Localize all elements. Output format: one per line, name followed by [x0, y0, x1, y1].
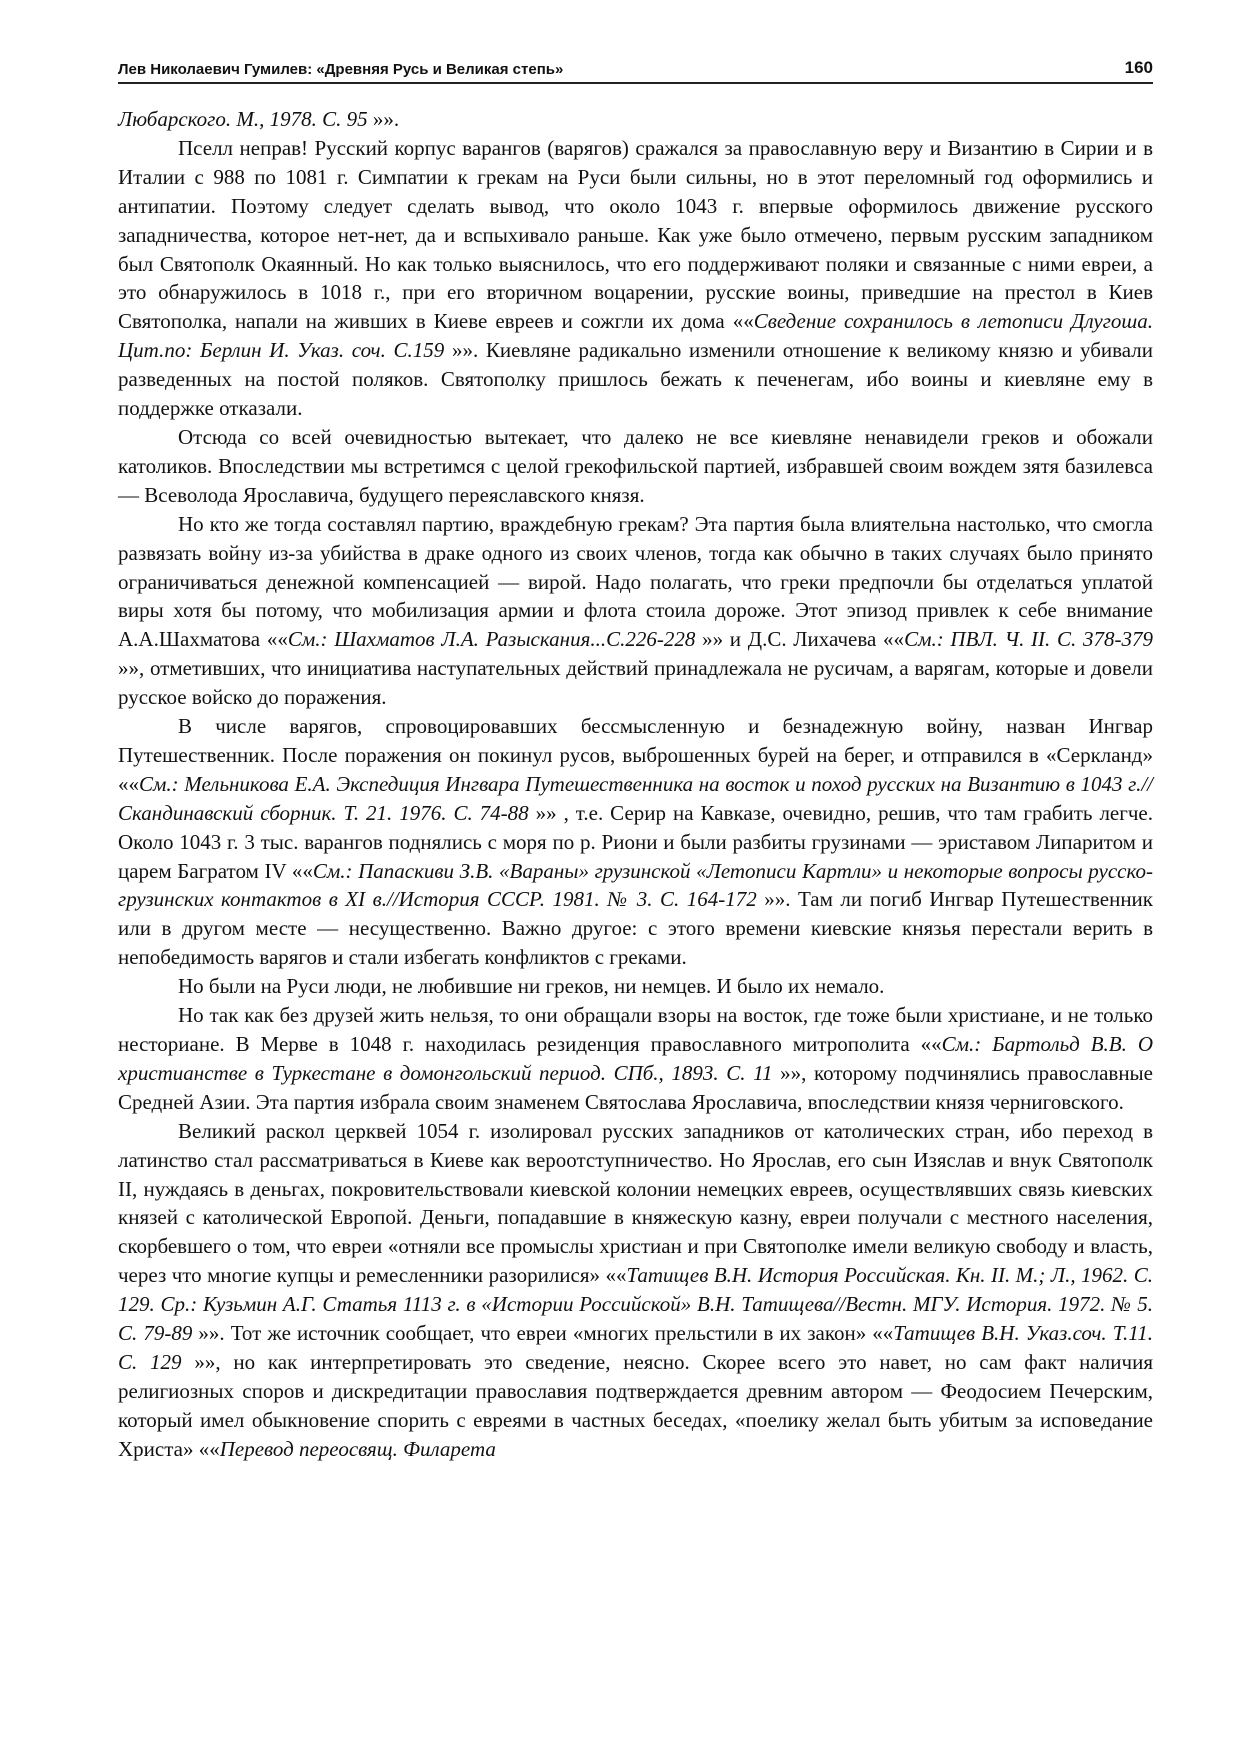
paragraph	[118, 423, 1153, 510]
paragraph-text: »». Тот же источник сообщает, что евреи «многих прельстили в их закон» ««	[198, 1321, 894, 1346]
paragraph	[118, 105, 1153, 134]
paragraph-text: Но кто же тогда составлял партию, враждебную грекам? Эта партия была влиятельна настолько, что смогла развязать войну из-за убийства в драке одного из своих членов, тогда как обычно в таких случаях было принято ограничиваться денежной компенсацией — вирой. Надо полагать, что греки предпочли бы отделаться уплатой виры хотя бы потому, что мобилизация армии и флота стоила дороже. Этот эпизод привлек к себе внимание А.А.Шахматова ««	[118, 511, 1153, 652]
document-body	[118, 105, 1153, 1464]
paragraph	[118, 1117, 1153, 1464]
paragraph-text: Но были на Руси люди, не любившие ни греков, ни немцев. И было их немало.	[178, 974, 885, 999]
paragraph-text: »» , т.е. Серир на Кавказе, очевидно, решив, что там грабить легче. Около 1043 г. 3 тыс. варангов поднялись с моря по р. Риони и были разбиты грузинами — эриставом Липаритом и царем Багратом IV ««	[118, 800, 1153, 883]
paragraph-text: »».	[372, 107, 400, 131]
paragraph-text: Великий раскол церквей 1054 г. изолировал русских западников от католических стран, ибо переход в латинство стал рассматриваться в Киеве как вероотступничество. Но Ярослав, его сын Изяслав и внук Святополк II, нуждаясь в деньгах, покровительствовали киевской колонии немецких евреев, осуществлявших связь киевских князей с католической Европой. Деньги, попадавшие в княжескую казну, евреи получали с местного населения, скорбевшего о том, что евреи «отняли все промыслы христиан и при Святополке имели великую свободу и власть, через что многие купцы и ремесленники разорилися» ««	[118, 1118, 1153, 1288]
paragraph-text: Пселл неправ! Русский корпус варангов (варягов) сражался за православную веру и Византию в Сирии и в Италии с 988 по 1081 г. Симпатии к грекам на Руси были сильны, но в этот переломный год оформились и антипатии. Поэтому следует сделать вывод, что около 1043 г. впервые оформилось движение русского западничества, которое нет-нет, да и вспыхивало раньше. Как уже было отмечено, первым русским западником был Святополк Окаянный. Но как только выяснилось, что его поддерживают поляки и связанные с ними евреи, а это обнаружилось в 1018 г., при его вторичном воцарении, русские воины, приведшие на престол в Киев Святополка, напали на живших в Киеве евреев и сожгли их дома ««	[118, 135, 1153, 334]
page-number: 160	[1124, 58, 1153, 77]
citation-text: Татищев В.Н. Указ.соч. Т.11. С. 129	[118, 1321, 1153, 1374]
citation-text: Любарского. М., 1978. С. 95	[118, 107, 373, 131]
citation-text: См.: Мельникова Е.А. Экспедиция Ингвара Путешественника на восток и поход русских на Византию в 1043 г.//Скандинавский сборник. Т. 21. 1976. С. 74-88	[118, 771, 1153, 825]
citation-text: См.: Шахматов Л.А. Разыскания...С.226-228	[287, 627, 703, 652]
paragraph	[118, 1001, 1153, 1117]
paragraph	[118, 972, 1153, 1001]
citation-text: Сведение сохранилось в летописи Длугоша. Цит.по: Берлин И. Указ. соч. С.159	[118, 309, 1154, 363]
paragraph-text: »», отметивших, что инициатива наступательных действий принадлежала не русичам, а варягам, которые и довели русское войско до поражения.	[118, 656, 1153, 710]
paragraph	[118, 712, 1153, 972]
citation-text: См.: Бартольд В.В. О христианстве в Туркестане в домонгольский период. СПб., 1893. С. 11	[118, 1032, 1153, 1085]
running-header	[118, 56, 1153, 84]
citation-text: Перевод переосвящ. Филарета	[219, 1436, 496, 1461]
paragraph-text: »» и Д.С. Лихачева ««	[702, 627, 905, 652]
paragraph	[118, 134, 1153, 423]
header-title: Лев Николаевич Гумилев: «Древняя Русь и Великая степь»	[118, 61, 564, 78]
citation-text: См.: Папаскиви З.В. «Вараны» грузинской «Летописи Картли» и некоторые вопросы русско-грузинских контактов в XI в.//История СССР. 1981. № 3. С. 164-172	[118, 858, 1153, 912]
citation-text: См.: ПВЛ. Ч. II. С. 378-379	[904, 627, 1153, 652]
paragraph-text: »», но как интерпретировать это сведение, неясно. Скорее всего это навет, но сам факт наличия религиозных споров и дискредитации православия подтверждается древним автором — Феодосием Печерским, который имел обыкновение спорить с евреями в частных беседах, «поелику желал быть убитым за исповедание Христа» ««	[118, 1349, 1153, 1461]
paragraph-text: »». Киевляне радикально изменили отношение к великому князю и убивали разведенных на постой поляков. Святополку пришлось бежать к печенегам, ибо воины и киевляне ему в поддержке отказали.	[118, 338, 1153, 421]
paragraph-text: »», которому подчинялись православные Средней Азии. Эта партия избрала своим знаменем Святослава Ярославича, впоследствии князя черниговского.	[118, 1060, 1153, 1114]
paragraph-text: Отсюда со всей очевидностью вытекает, что далеко не все киевляне ненавидели греков и обожали католиков. Впоследствии мы встретимся с целой грекофильской партией, избравшей своим вождем зятя базилевса — Всеволода Ярославича, будущего переяславского князя.	[118, 424, 1153, 507]
paragraph-text: »». Там ли погиб Ингвар Путешественник или в другом месте — несущественно. Важно другое: с этого времени киевские князья перестали верить в непобедимость варягов и стали избегать конфликтов с греками.	[118, 887, 1153, 970]
citation-text: Татищев В.Н. История Российская. Кн. II. М.; Л., 1962. С. 129. Ср.: Кузьмин А.Г. Статья 1113 г. в «Истории Российской» В.Н. Татищева//Вестн. МГУ. История. 1972. № 5. С. 79-89	[118, 1263, 1153, 1346]
paragraph	[118, 510, 1153, 712]
paragraph-text: В числе варягов, спровоцировавших бессмысленную и безнадежную войну, назван Ингвар Путешественник. После поражения он покинул русов, выброшенных бурей на берег, и отправился в «Серкланд» ««	[118, 714, 1153, 796]
paragraph-text: Но так как без друзей жить нельзя, то они обращали взоры на восток, где тоже были христиане, и не только несториане. В Мерве в 1048 г. находилась резиденция православного митрополита ««	[118, 1003, 1153, 1056]
